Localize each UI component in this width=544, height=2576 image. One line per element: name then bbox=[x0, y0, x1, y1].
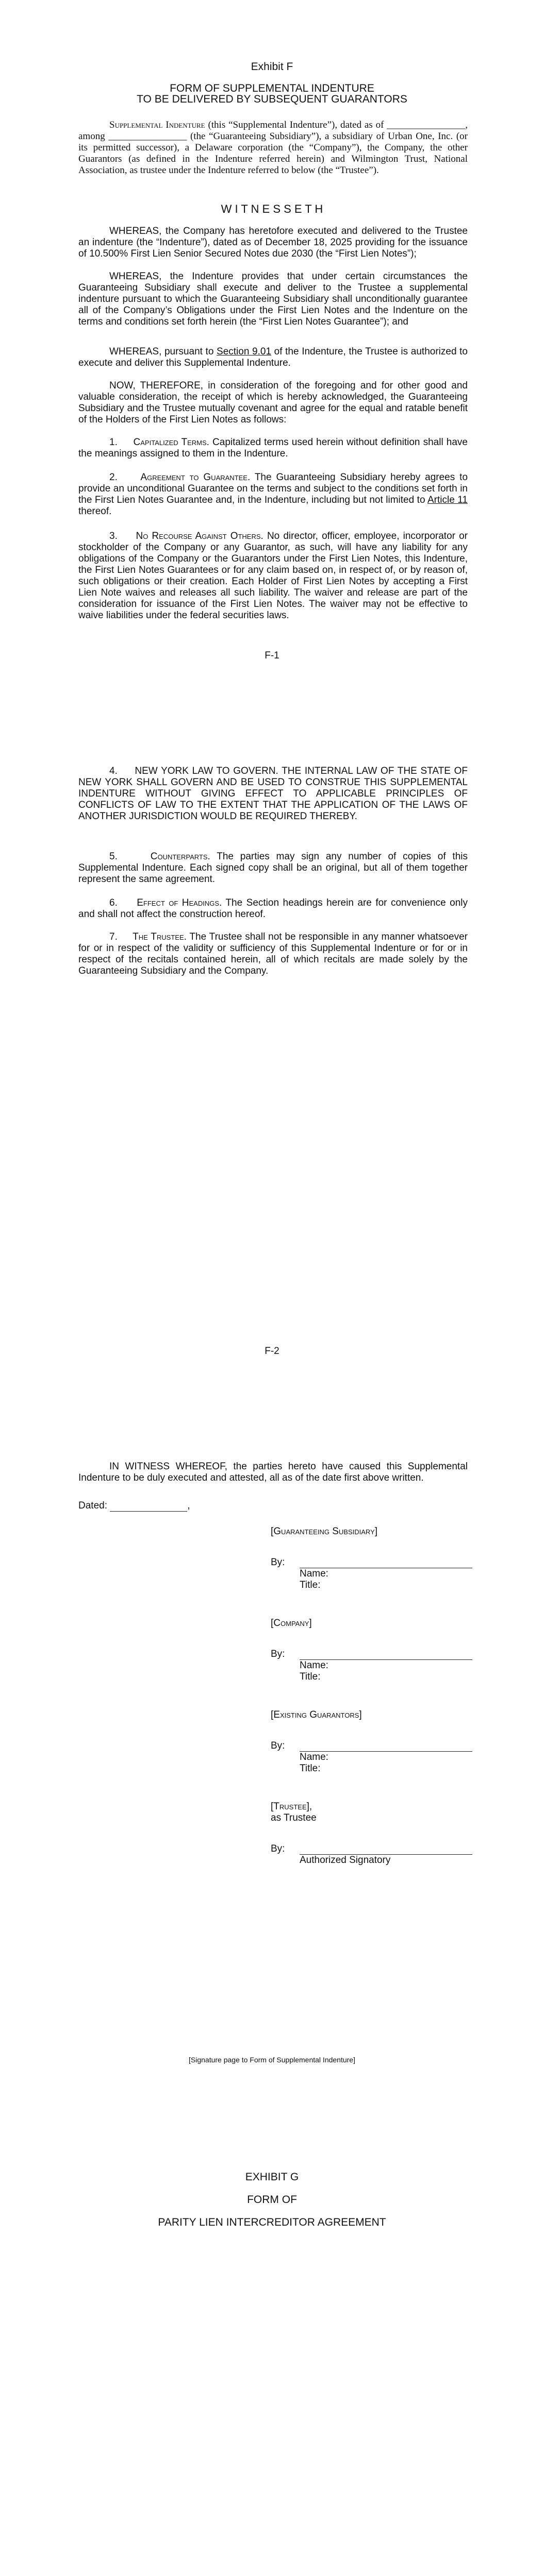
page-number-f2: F-2 bbox=[265, 1346, 279, 1357]
exhibit-heading: Exhibit F bbox=[251, 61, 293, 73]
signature-block-existing-guarantors bbox=[271, 1709, 477, 1774]
whereas-paragraph-2: WHEREAS, the Indenture provides that under certain circumstances the Guaranteeing Subsidiary shall execute and deliver to the Trustee a supplemental indenture pursuant to which the Guaranteeing Subsidiary shall unconditionally guarantee all of the Company’s Obligations under the First Lien Notes and the Indenture on the terms and conditions set forth herein (the “First Lien Notes Guarantee”); and bbox=[78, 271, 468, 327]
by-line bbox=[271, 1843, 477, 1855]
section-3-text: . No director, officer, employee, incorporator or stockholder of the Company or any Guarantor, as such, will have any liability for any obligations of the Company or the Guarantors under the First Lien Notes, this Indenture, the First Lien Notes Guarantees or for any claim based on, in respect of, or by reason of, such obligations or their creation. Each Holder of First Lien Notes by accepting a First Lien Note waives and releases all such liability. The waiver and release are part of the consideration for issuance of the First Lien Notes. The waiver may not be effective to waive liabilities under the federal securities laws. bbox=[78, 531, 468, 621]
section-4-text: NEW YORK LAW TO GOVERN. THE INTERNAL LAW OF THE STATE OF NEW YORK SHALL GOVERN AND BE USED TO CONSTRUE THIS SUPPLEMENTAL INDENTURE WITHOUT GIVING EFFECT TO APPLICABLE PRINCIPLES OF CONFLICTS OF LAW TO THE EXTENT THAT THE APPLICATION OF THE LAWS OF ANOTHER JURISDICTION WOULD BE REQUIRED THEREBY. bbox=[78, 766, 468, 822]
intro-paragraph bbox=[78, 120, 468, 176]
section-5-heading: Counterparts bbox=[150, 851, 208, 862]
party-name: [Existing Guarantors] bbox=[271, 1709, 362, 1720]
section-3-number: 3. bbox=[109, 531, 118, 541]
signature-block-guaranteeing-subsidiary bbox=[271, 1526, 477, 1591]
section-3-heading: No Recourse Against Others bbox=[136, 531, 261, 541]
title-label: Title: bbox=[300, 1763, 321, 1774]
signature-block-company bbox=[271, 1618, 477, 1683]
party-name: [Company] bbox=[271, 1618, 312, 1629]
section-3 bbox=[78, 531, 468, 621]
form-of-heading: FORM OF bbox=[247, 2194, 297, 2206]
section-5 bbox=[78, 851, 468, 885]
dated-value: , bbox=[187, 1500, 190, 1511]
in-witness-paragraph: IN WITNESS WHEREOF, the parties hereto have caused this Supplemental Indenture to be duly executed and attested, all as of the date first above written. bbox=[78, 1461, 468, 1483]
form-title-line-2: TO BE DELIVERED BY SUBSEQUENT GUARANTORS bbox=[137, 93, 407, 105]
whereas-paragraph-1: WHEREAS, the Company has heretofore executed and delivered to the Trustee an indenture (the “Indenture”), dated as of December 18, 2025 providing for the issuance of 10.500% First Lien Senior Secured Notes due 2030 (the “First Lien Notes”); bbox=[78, 226, 468, 259]
name-label: Name: bbox=[300, 1752, 328, 1762]
section-7-heading: The Trustee bbox=[133, 931, 184, 942]
by-line bbox=[271, 1740, 477, 1752]
whereas-paragraph-3 bbox=[78, 346, 468, 369]
name-label: Name: bbox=[300, 1660, 328, 1671]
section-2-number: 2. bbox=[109, 472, 118, 483]
section-4 bbox=[78, 766, 468, 822]
by-label: By: bbox=[271, 1740, 285, 1751]
section-2 bbox=[78, 472, 468, 517]
page-number-f1: F-1 bbox=[265, 650, 279, 661]
section-2-heading: Agreement to Guarantee bbox=[140, 472, 248, 483]
section-6-text: . The Section headings herein are for convenience only and shall not affect the construction hereof. bbox=[78, 897, 468, 920]
signature-block-trustee bbox=[271, 1801, 477, 1866]
section-4-number: 4. bbox=[109, 766, 118, 776]
section-7-number: 7. bbox=[109, 931, 118, 942]
by-label: By: bbox=[271, 1557, 285, 1568]
section-1-number: 1. bbox=[109, 437, 118, 448]
signature-page-caption: [Signature page to Form of Supplemental Indenture] bbox=[189, 2056, 355, 2064]
by-label: By: bbox=[271, 1649, 285, 1659]
form-title-line-1: FORM OF SUPPLEMENTAL INDENTURE bbox=[170, 82, 374, 94]
now-therefore-paragraph: NOW, THEREFORE, in consideration of the foregoing and for other good and valuable consideration, the receipt of which is hereby acknowledged, the Guaranteeing Subsidiary and the Trustee mutually covenant and agree for the equal and ratable benefit of the Holders of the First Lien Notes as follows: bbox=[78, 380, 468, 425]
date-blank[interactable] bbox=[110, 1511, 187, 1512]
agreement-title: PARITY LIEN INTERCREDITOR AGREEMENT bbox=[158, 2216, 386, 2228]
witnesseth-heading: W I T N E S S E T H bbox=[221, 202, 323, 215]
section-6-heading: Effect of Headings bbox=[137, 897, 220, 908]
name-label: Name: bbox=[300, 1568, 328, 1579]
title-label: Title: bbox=[300, 1580, 321, 1590]
section-1 bbox=[78, 437, 468, 460]
intro-lead: Supplemental Indenture bbox=[109, 120, 205, 130]
party-name: [Trustee], bbox=[271, 1801, 312, 1812]
dated-label: Dated: bbox=[78, 1500, 107, 1511]
section-7 bbox=[78, 931, 468, 977]
by-label: By: bbox=[271, 1843, 285, 1854]
trustee-as: as Trustee bbox=[271, 1812, 317, 1823]
title-label: Title: bbox=[300, 1671, 321, 1682]
section-1-text: . Capitalized terms used herein without definition shall have the meanings assigned to them in the Indenture. bbox=[78, 437, 468, 459]
section-9-01-link[interactable]: Section 9.01 bbox=[217, 346, 272, 357]
whereas-3-rest: of the Indenture, the Trustee is authorized to execute and deliver this Supplemental Indenture. bbox=[78, 346, 468, 368]
section-5-text: . The parties may sign any number of copies of this Supplemental Indenture. Each signed copy shall be an original, but all of them together represent the same agreement. bbox=[78, 851, 468, 885]
section-6-number: 6. bbox=[109, 897, 118, 908]
by-line bbox=[271, 1649, 477, 1660]
dated-line bbox=[78, 1500, 468, 1512]
whereas-3-lead: WHEREAS, pursuant to bbox=[109, 346, 217, 357]
intro-body: (this “Supplemental Indenture”), dated as of ________________, among ________________ (the “Guaranteeing Subsidiary”), a subsidiary of Urban One, Inc. (or its permitted successor), a Delaware corporation (the “Company”), the Company, the other Guarantors (as defined in the Indenture referred herein) and Wilmington Trust, National Association, as trustee under the Indenture referred to below (the “Trustee”). bbox=[78, 120, 468, 176]
party-name: [Guaranteeing Subsidiary] bbox=[271, 1526, 378, 1537]
by-line bbox=[271, 1557, 477, 1568]
section-1-heading: Capitalized Terms bbox=[133, 437, 207, 448]
section-2-text: . The Guaranteeing Subsidiary hereby agrees to provide an unconditional Guarantee on the terms and subject to the conditions set forth in the First Lien Notes Guarantee and, in the Indenture, including but not limited to bbox=[78, 472, 468, 505]
section-2-end: thereof. bbox=[78, 506, 112, 517]
authorized-signatory-label: Authorized Signatory bbox=[300, 1855, 391, 1866]
section-7-text: . The Trustee shall not be responsible in any manner whatsoever for or in respect of the validity or sufficiency of this Supplemental Indenture or for or in respect of the recitals contained herein, all of which recitals are made solely by the Guaranteeing Subsidiary and the Company. bbox=[78, 931, 468, 976]
article-11-link[interactable]: Article 11 bbox=[427, 495, 468, 505]
section-6 bbox=[78, 897, 468, 920]
exhibit-g-heading: EXHIBIT G bbox=[245, 2171, 299, 2183]
section-5-number: 5. bbox=[109, 851, 118, 862]
